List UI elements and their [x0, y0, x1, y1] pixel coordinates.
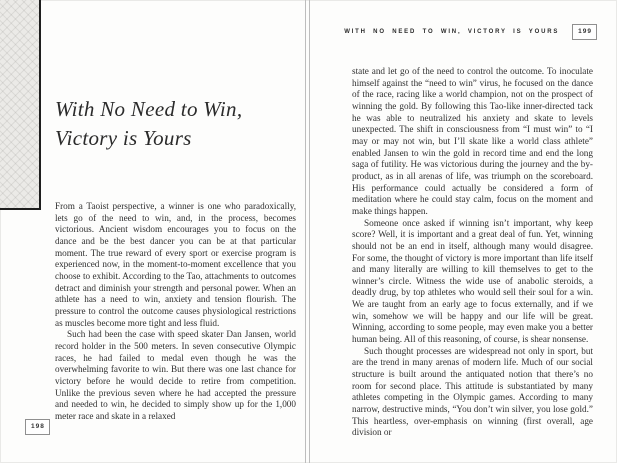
left-page-body-text [55, 201, 296, 422]
page-number-badge-left: 198 [25, 419, 50, 435]
right-page-body-text [352, 66, 593, 439]
running-header [344, 24, 597, 40]
decorative-sidebar-pattern [0, 0, 41, 210]
paragraph: Someone once asked if winning isn’t important, why keep score? Well, it is important and a great deal of fun. Yet, winning should not be an end in itself, although many would disagree. For some, the thought of victory is more important than life itself and many literally are willing to kill themselves to get to the winner’s circle. Witness the wide use of anabolic steroids, a deadly drug, by top athletes who would sell their soul for a win. We are taught from an early age to focus externally, and if we win, somehow we will be happy and our life will be great. Winning, according to some people, may even make you a better human being. All of this reasoning, of course, is shear nonsense. [352, 217, 593, 345]
paragraph: From a Taoist perspective, a winner is one who paradoxically, lets go of the need to win, and, in the process, becomes victorious. Ancient wisdom encourages you to focus on the dance and be the best dancer you can be at that particular moment. The true reward of every sport or exercise program is experienced now, in the moment-to-moment excellence that you choose to exhibit. According to the Tao, attachments to outcomes detract and diminish your strength and personal power. When an athlete has a need to win, anxiety and tension flourish. The pressure to control the outcome causes physiological restrictions as muscles become more tight and less fluid. [55, 201, 296, 328]
chapter-title-line-1: With No Need to Win, [55, 97, 243, 121]
paragraph: Such had been the case with speed skater Dan Jansen, world record holder in the 500 meters. In seven consecutive Olympic races, he had failed to medal even though he was the overwhelming favorite to win. But there was one last chance for victory before he would decide to retire from competition. Unlike the previous seven where he had accepted the pressure and needed to win, he decided to simply show up for the 1,000 meter race and skate in a relaxed [55, 329, 296, 421]
running-header-title: WITH NO NEED TO WIN, VICTORY IS YOURS [344, 28, 560, 35]
paragraph: Such thought processes are widespread not only in sport, but are the trend in many arenas of modern life. Much of our social structure is built around the antiquated notion that there’s no room for second place. This attitude is substantiated by many athletes competing in the Olympic games. According to many narrow, destructive minds, “You don’t win silver, you lose gold.” This heartless, over-emphasis on winning (first overall, age division or [352, 345, 593, 438]
page-number-badge-right: 199 [572, 24, 597, 40]
chapter-title [55, 95, 242, 153]
paragraph: state and let go of the need to control the outcome. To inoculate himself against the “need to win” virus, he focused on the dance of the race, racing like a world champion, not on the prospect of winning the gold. By following this Tao-like inner-directed tack he was able to neutralized his anxiety and skate to levels unexpected. The shift in consciousness from “I must win” to “I may or may not win, but I’ll skate like a world class athlete” enabled Jansen to win the gold in record time and end the long saga of futility. He was victorious during the journey and the by-product, as in all arenas of life, was triumph on the scoreboard. His performance could actually be considered a form of meditation where he could stay calm, focus on the moment and make things happen. [352, 66, 593, 216]
spine-divider [305, 0, 310, 463]
chapter-title-line-2: Victory is Yours [55, 126, 192, 150]
